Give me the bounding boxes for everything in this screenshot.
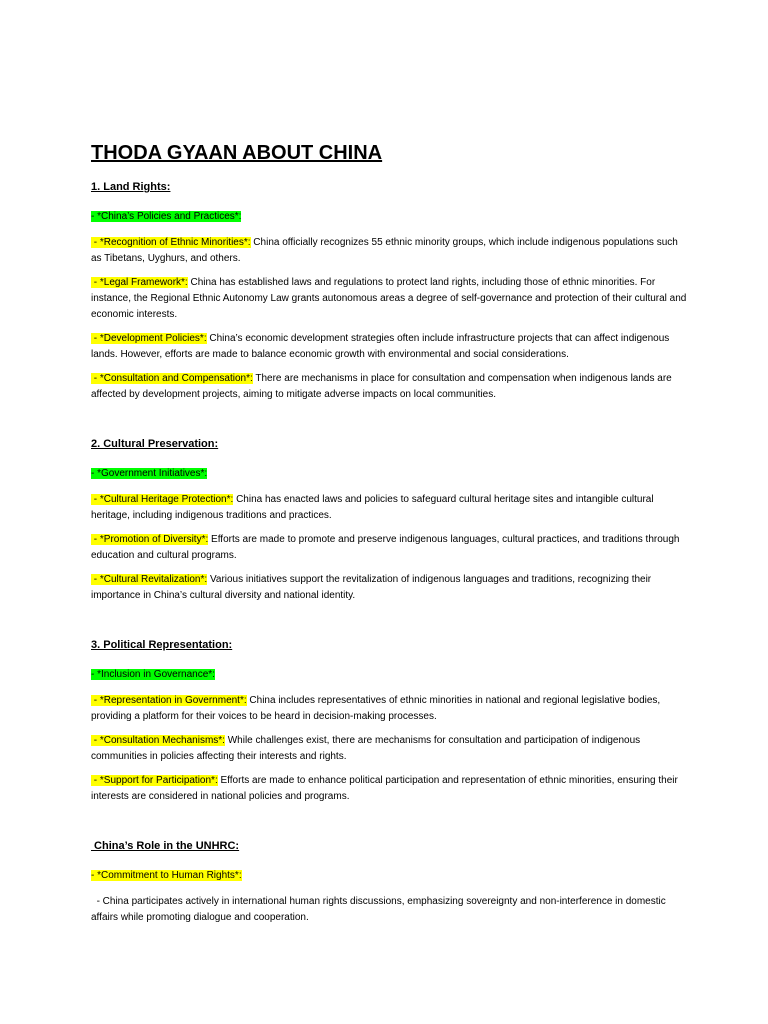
section-spacer [91,411,691,437]
list-item [91,733,691,765]
section-spacer [91,813,691,839]
item-term: - *Cultural Revitalization*: [91,574,208,585]
subheading-highlight: - *Government Initiatives*: [91,468,208,479]
section-political-representation [91,638,691,805]
item-term: - *Support for Participation*: [91,775,218,786]
list-item [91,275,691,323]
section-unhrc-role [91,839,691,926]
list-item [91,532,691,564]
list-item [91,331,691,363]
list-item [91,773,691,805]
section-heading: 3. Political Representation: [91,639,233,651]
item-text: China’s economic development strategies often include infrastructure projects that can affect indigenous lands. However, efforts are made to balance economic growth with environmental and social considerations. [91,333,670,360]
section-subheading [91,869,691,883]
item-text: Efforts are made to promote and preserve indigenous languages, cultural practices, and traditions through education and cultural programs. [91,534,680,561]
item-term: - *Promotion of Diversity*: [91,534,209,545]
item-text: China has established laws and regulations to protect land rights, including those of ethnic minorities. For instance, the Regional Ethnic Autonomy Law grants autonomous areas a degree of self-governance and protection of their cultural and economic interests. [91,277,687,320]
item-term: - *Representation in Government*: [91,695,247,706]
section-subheading [91,467,691,481]
section-spacer [91,612,691,638]
item-term: - *Recognition of Ethnic Minorities*: [91,237,251,248]
subheading-highlight: - *Commitment to Human Rights*: [91,870,242,881]
item-text: Various initiatives support the revitalization of indigenous languages and traditions, recognizing their importance in China’s cultural diversity and national identity. [91,574,652,601]
item-text: - China participates actively in international human rights discussions, emphasizing sovereignty and non-interference in domestic affairs while promoting dialogue and cooperation. [91,896,669,923]
item-text: While challenges exist, there are mechanisms for consultation and participation of indigenous communities in policies affecting their interests and rights. [91,735,641,762]
item-text: China includes representatives of ethnic minorities in national and regional legislative bodies, providing a platform for their voices to be heard in decision-making processes. [91,695,661,722]
list-item [91,371,691,403]
item-text: Efforts are made to enhance political participation and representation of ethnic minorities, ensuring their interests are considered in national policies and programs. [91,775,678,802]
list-item [91,492,691,524]
section-subheading [91,668,691,682]
document-body [91,140,691,934]
section-subheading [91,210,691,224]
document-title: THODA GYAAN ABOUT CHINA [91,142,383,164]
item-text: China has enacted laws and policies to safeguard cultural heritage sites and intangible cultural heritage, including indigenous traditions and practices. [91,494,654,521]
list-item [91,693,691,725]
item-term: - *Consultation Mechanisms*: [91,735,225,746]
item-text: China officially recognizes 55 ethnic minority groups, which include indigenous populations such as Tibetans, Uyghurs, and others. [91,237,678,264]
subheading-highlight: - *China’s Policies and Practices*: [91,211,242,222]
list-item [91,572,691,604]
item-term: - *Legal Framework*: [91,277,188,288]
section-land-rights [91,180,691,403]
list-item [91,235,691,267]
subheading-highlight: - *Inclusion in Governance*: [91,669,215,680]
list-item [91,894,691,926]
item-term: - *Development Policies*: [91,333,207,344]
section-cultural-preservation [91,437,691,604]
item-text: There are mechanisms in place for consultation and compensation when indigenous lands are affected by development projects, aiming to mitigate adverse impacts on local communities. [91,373,672,400]
section-heading: China’s Role in the UNHRC: [91,840,240,852]
section-heading: 1. Land Rights: [91,181,171,193]
item-term: - *Consultation and Compensation*: [91,373,253,384]
item-term: - *Cultural Heritage Protection*: [91,494,234,505]
section-heading: 2. Cultural Preservation: [91,438,219,450]
